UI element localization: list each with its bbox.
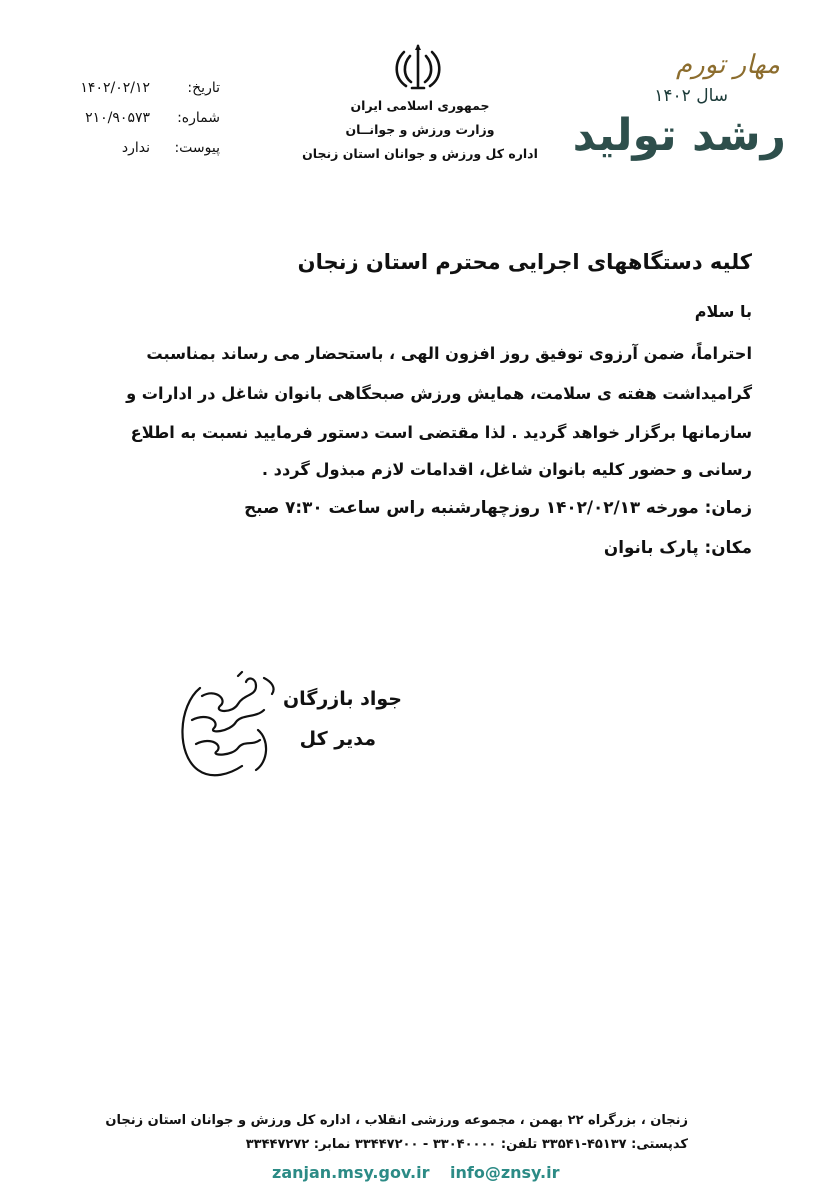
signatory-name: جواد بازرگان — [282, 688, 402, 710]
date-field — [60, 80, 220, 104]
signatory-title: مدیر کل — [299, 728, 376, 750]
slogan-logo — [572, 40, 790, 190]
date-label: تاریخ: — [187, 80, 220, 96]
header-ministry: وزارت ورزش و جوانــان — [345, 122, 495, 137]
time-line: زمان: مورخه ۱۴۰۲/۰۲/۱۳ روزچهارشنبه راس ساعت ۷:۳۰ صبح — [244, 497, 752, 517]
addressee: کلیه دستگاههای اجرایی محترم استان زنجان — [297, 250, 752, 274]
header-country: جمهوری اسلامی ایران — [350, 98, 490, 113]
attachment-label: پیوست: — [174, 140, 220, 156]
place-line: مکان: پارک بانوان — [603, 537, 752, 557]
footer-address: زنجان ، بزرگراه ۲۲ بهمن ، مجموعه ورزشی انقلاب ، اداره کل ورزش و جوانان استان زنجان — [105, 1113, 688, 1128]
number-label: شماره: — [177, 110, 220, 126]
slogan-line1: مهار تورم — [676, 50, 780, 80]
date-value: ۱۴۰۲/۰۲/۱۲ — [80, 80, 150, 96]
body-line: سازمانها برگزار خواهد گردید . لذا مقتضی است دستور فرمایید نسبت به اطلاع — [130, 423, 752, 442]
iran-emblem-icon — [390, 40, 446, 96]
email-link[interactable]: info@znsy.ir — [450, 1163, 560, 1182]
attachment-value: ندارد — [121, 140, 150, 156]
header-office: اداره کل ورزش و جوانان استان زنجان — [302, 146, 538, 161]
slogan-line2: رشد تولید — [572, 110, 786, 161]
slogan-year: سال ۱۴۰۲ — [654, 86, 728, 106]
number-value: ۲۱۰/۹۰۵۷۳ — [85, 110, 150, 126]
footer-contact: کدپستی: ۴۵۱۳۷-۳۳۵۴۱ تلفن: ۳۳۰۴۰۰۰۰ - ۳۳۴۴۷۲۰۰ نمابر: ۳۳۴۴۷۲۷۲ — [245, 1137, 688, 1152]
body-line: گرامیداشت هفته ی سلامت، همایش ورزش صبحگاهی بانوان شاغل در ادارات و — [126, 384, 752, 403]
greeting: با سلام — [694, 302, 752, 321]
website-link[interactable]: zanjan.msy.gov.ir — [272, 1163, 430, 1182]
attachment-field — [60, 140, 220, 164]
body-line: رسانی و حضور کلیه بانوان شاغل، اقدامات لازم مبذول گردد . — [261, 460, 752, 479]
handwritten-signature — [172, 666, 284, 784]
body-line: احتراماً، ضمن آرزوی توفیق روز افزون الهی ، باستحضار می رساند بمناسبت — [146, 344, 752, 363]
number-field — [60, 110, 220, 134]
